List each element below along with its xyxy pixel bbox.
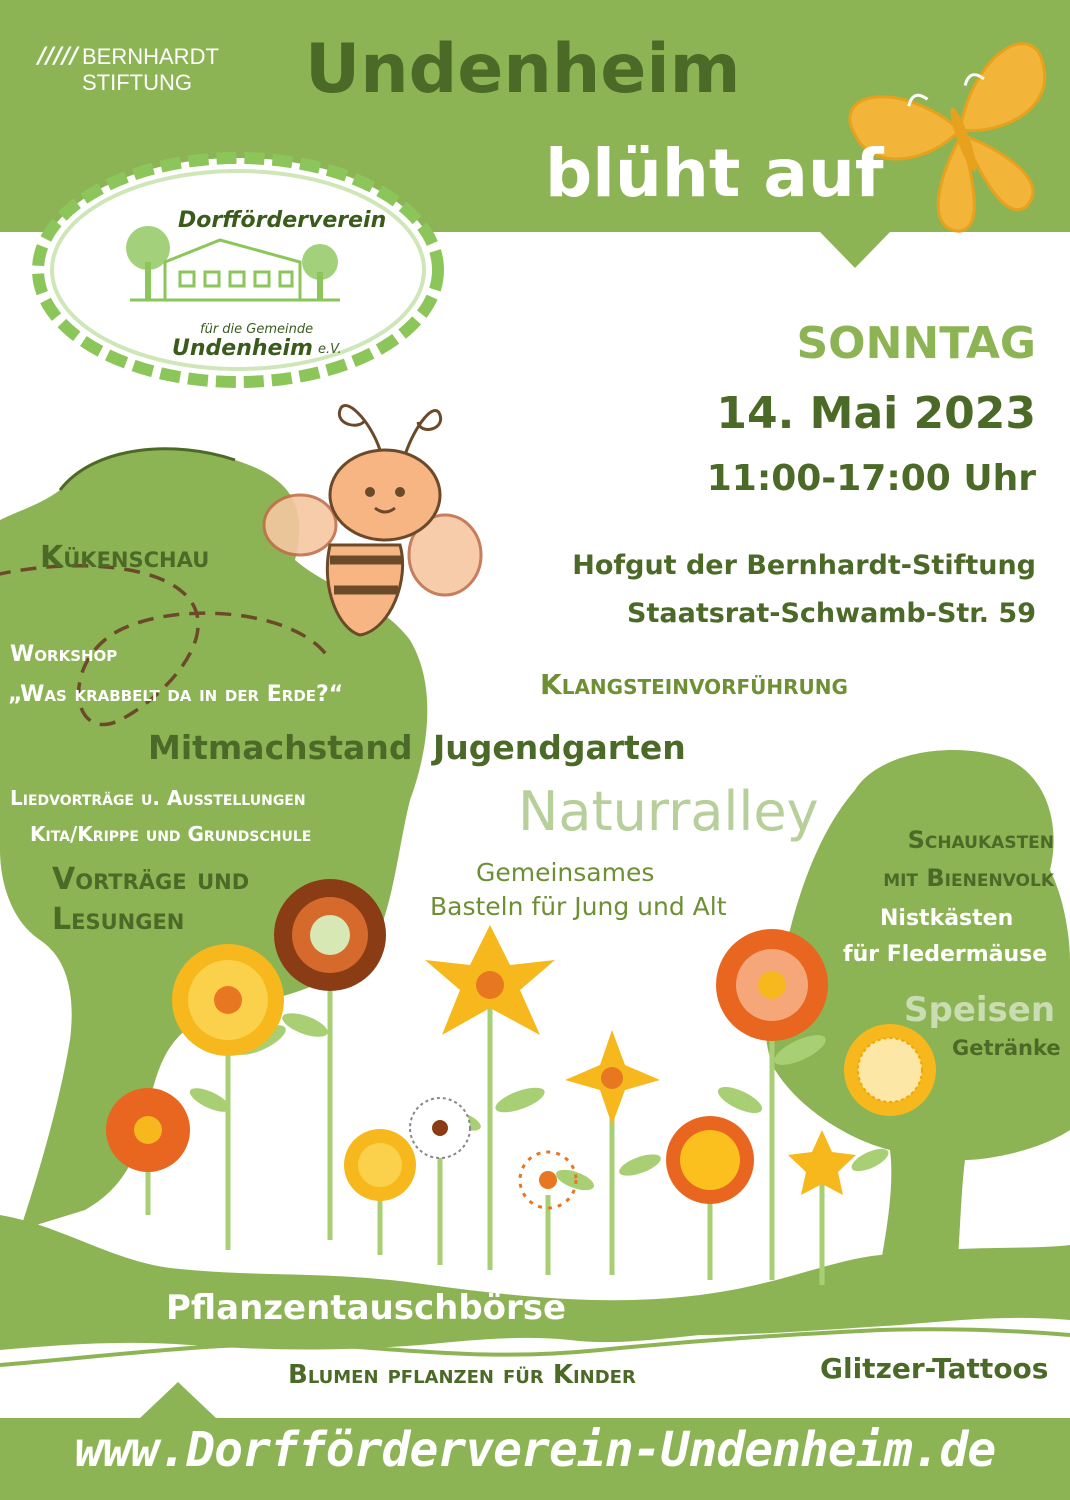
sponsor-line2: STIFTUNG (82, 70, 192, 95)
flower-star-small (565, 1030, 660, 1125)
program-basteln-line2: Basteln für Jung und Alt (430, 892, 727, 921)
logo-subtitle: für die Gemeinde (200, 322, 314, 337)
flower-orange-left (106, 1088, 190, 1172)
flower-yellow-large (172, 944, 284, 1056)
program-jugendgarten: Jugendgarten (433, 728, 686, 767)
program-speisen: Speisen (904, 990, 1056, 1030)
program-nist-line2: für Fledermäuse (843, 942, 1048, 967)
event-time: 11:00-17:00 Uhr (706, 458, 1036, 499)
logo-name: Dorfförderverein (178, 208, 387, 233)
program-lied-line2: Kita/Krippe und Grundschule (30, 822, 312, 846)
logo-place: Undenheim (172, 336, 313, 361)
title-line1: Undenheim (305, 30, 741, 109)
program-schaukasten-line1: Schaukasten (907, 826, 1054, 854)
program-basteln-line1: Gemeinsames (476, 858, 655, 887)
program-klangstein: Klangsteinvorführung (540, 668, 848, 701)
program-schaukasten-line2: mit Bienenvolk (883, 864, 1054, 892)
event-address: Staatsrat-Schwamb-Str. 59 (627, 598, 1036, 629)
program-blumen: Blumen pflanzen für Kinder (288, 1360, 636, 1390)
event-day: SONNTAG (796, 318, 1036, 369)
program-workshop-title: Workshop (10, 642, 118, 667)
event-date: 14. Mai 2023 (716, 388, 1036, 439)
program-lied-line1: Liedvorträge u. Ausstellungen (10, 786, 306, 810)
program-nist-line1: Nistkästen (880, 906, 1014, 931)
sponsor-line1: BERNHARDT (82, 44, 219, 69)
program-pflanzen: Pflanzentauschbörse (166, 1288, 567, 1328)
flower-sun (344, 1129, 416, 1201)
logo-suffix: e.V. (318, 342, 342, 357)
flower-brown (274, 879, 386, 991)
flower-sunflower (844, 1024, 936, 1116)
program-kuekenschau: Kükenschau (40, 540, 210, 575)
program-vortraege-line1: Vorträge und (52, 862, 250, 897)
title-line2: blüht auf (545, 135, 884, 212)
program-naturralley: Naturralley (518, 780, 819, 843)
footer-url-link[interactable]: www.Dorfförderverein-Undenheim.de (74, 1422, 996, 1478)
flower-orange-sun (666, 1116, 754, 1204)
program-mitmachstand: Mitmachstand (148, 728, 413, 767)
program-vortraege-line2: Lesungen (52, 902, 185, 937)
flower-daisy (410, 1098, 470, 1158)
flower-orange-right (716, 929, 828, 1041)
program-glitzer: Glitzer-Tattoos (820, 1352, 1049, 1385)
program-getraenke: Getränke (952, 1036, 1061, 1060)
event-venue: Hofgut der Bernhardt-Stiftung (572, 550, 1036, 581)
sponsor-mark: ///// (38, 44, 79, 69)
program-workshop-subtitle: „Was krabbelt da in der Erde?“ (8, 682, 344, 707)
